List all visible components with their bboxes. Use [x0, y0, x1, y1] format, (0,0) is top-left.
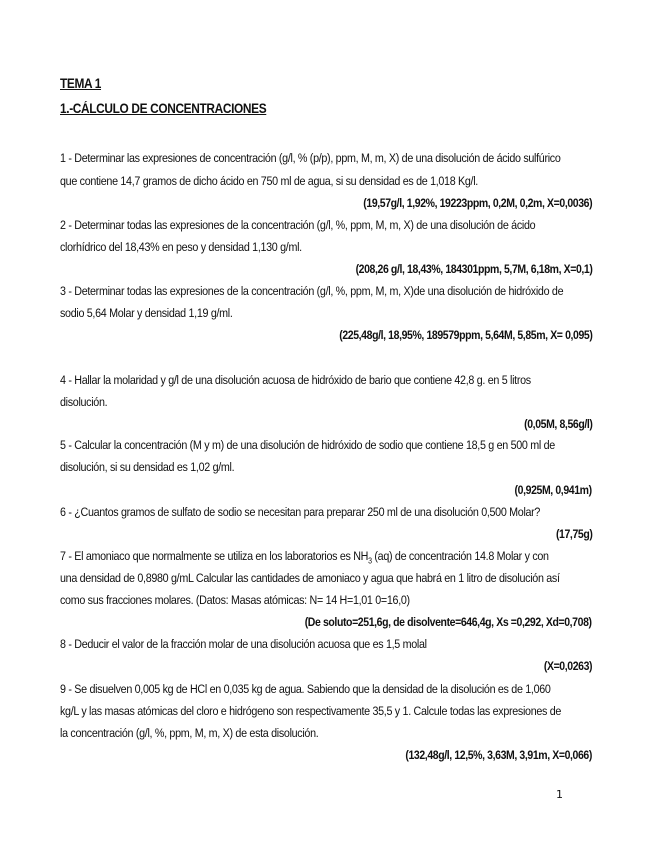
problem-2-answer: (208,26 g/l, 18,43%, 184301ppm, 5,7M, 6,18m, X=0,1) [355, 262, 592, 276]
problem-7-subscript: 3 [368, 556, 372, 566]
problem-3-answer: (225,48g/l, 18,95%, 189579ppm, 5,64M, 5,85m, X= 0,095) [338, 328, 592, 342]
problem-1-line-2: que contiene 14,7 gramos de dicho ácido en 750 ml de agua, si su densidad es de 1,018 Kg/l. [60, 174, 478, 188]
problem-5-line-2: disolución, si su densidad es 1,02 g/ml. [60, 460, 235, 474]
problem-7-line-1-tail: (aq) de concentración 14.8 Molar y con [371, 549, 549, 563]
problem-6-answer: (17,75g) [555, 527, 592, 541]
problem-7-line-1-text: 7 - El amoniaco que normalmente se utiliza en los laboratorios es NH [60, 549, 369, 563]
problem-7-line-1 [60, 549, 579, 565]
problem-7-line-2: una densidad de 0,8980 g/mL Calcular las cantidades de amoniaco y agua que habrá en 1 litro de disolución así [60, 571, 560, 585]
problem-8-line-1: 8 - Deducir el valor de la fracción molar de una disolución acuosa que es 1,5 molal [60, 637, 427, 651]
problem-9-line-3: la concentración (g/l, %, ppm, M, m, X) de esta disolución. [60, 726, 319, 740]
problem-2-line-1: 2 - Determinar todas las expresiones de la concentración (g/l, %, ppm, M, m, X) de una disolución de ácido [60, 218, 536, 232]
problem-6-line-1: 6 - ¿Cuantos gramos de sulfato de sodio se necesitan para preparar 250 ml de una disolución 0,500 Molar? [60, 505, 541, 519]
problem-9-line-1: 9 - Se disuelven 0,005 kg de HCl en 0,035 kg de agua. Sabiendo que la densidad de la disolución es de 1,060 [60, 682, 551, 696]
section-heading: 1.-CÁLCULO DE CONCENTRACIONES [60, 101, 267, 116]
problem-2-line-2: clorhídrico del 18,43% en peso y densidad 1,130 g/ml. [60, 240, 302, 254]
problem-8-answer: (X=0,0263) [543, 659, 592, 673]
problem-5-line-1: 5 - Calcular la concentración (M y m) de una disolución de hidróxido de sodio que contiene 18,5 g en 500 ml de [60, 438, 555, 452]
problem-1-answer: (19,57g/l, 1,92%, 19223ppm, 0,2M, 0,2m, X=0,0036) [363, 196, 592, 210]
problem-3-line-1: 3 - Determinar todas las expresiones de la concentración (g/l, %, ppm, M, m, X)de una disolución de hidróxido de [60, 284, 564, 298]
problem-4-line-2: disolución. [60, 395, 108, 409]
page-number: 1 [556, 788, 563, 801]
problem-1-line-1: 1 - Determinar las expresiones de concentración (g/l, % (p/p), ppm, M, m, X) de una disolución de ácido sulfúrico [60, 151, 561, 165]
problem-4-line-1: 4 - Hallar la molaridad y g/l de una disolución acuosa de hidróxido de bario que contiene 42,8 g. en 5 litros [60, 373, 531, 387]
problem-7-line-3: como sus fracciones molares. (Datos: Masas atómicas: N= 14 H=1,01 0=16,0) [60, 593, 410, 607]
topic-heading: TEMA 1 [60, 76, 102, 91]
problem-7-answer: (De soluto=251,6g, de disolvente=646,4g, Xs =0,292, Xd=0,708) [305, 615, 592, 629]
problem-9-line-2: kg/L y las masas atómicas del cloro e hidrógeno son respectivamente 35,5 y 1. Calcule todas las expresiones de [60, 704, 562, 718]
problem-9-answer: (132,48g/l, 12,5%, 3,63M, 3,91m, X=0,066) [405, 748, 592, 762]
problem-4-answer: (0,05M, 8,56g/l) [523, 417, 592, 431]
problem-5-answer: (0,925M, 0,941m) [514, 483, 592, 497]
problem-3-line-2: sodio 5,64 Molar y densidad 1,19 g/ml. [60, 306, 233, 320]
